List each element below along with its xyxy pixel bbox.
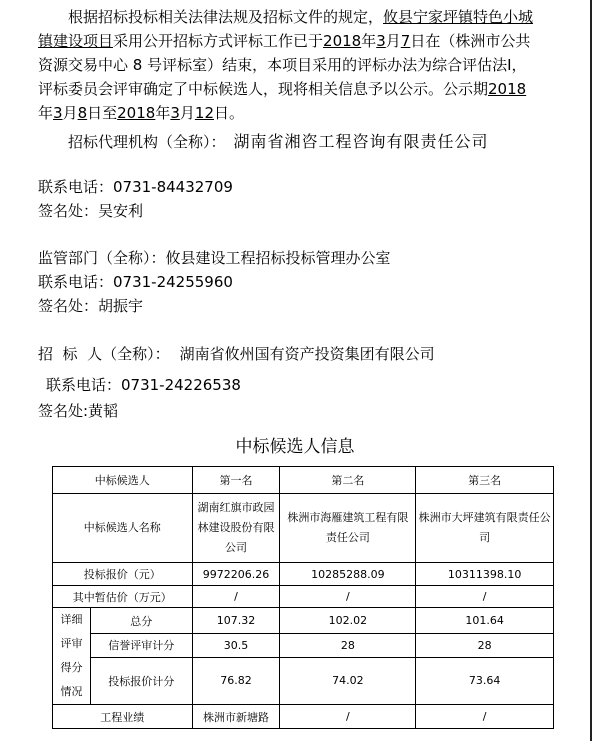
para-text: 月 [385, 32, 401, 50]
para-year: 2018 [117, 104, 156, 122]
header-cell: 第三名 [416, 467, 554, 494]
row-label: 其中暂估价（万元） [53, 586, 193, 608]
tenderer-name: 湖南省攸州国有资产投资集团有限公司 [179, 345, 435, 363]
para-day: 8 [77, 104, 88, 122]
candidate-name: 株洲市海雁建筑工程有限责任公司 [280, 494, 416, 563]
para-text: 日。 [214, 104, 245, 122]
bid-price: 9972206.26 [192, 563, 280, 586]
announcement-paragraph [38, 5, 538, 125]
tenderer-phone: 联系电话：0731-24226538 [46, 376, 241, 394]
bid-score: 76.82 [192, 657, 280, 705]
credit-score: 30.5 [192, 634, 280, 657]
para-text: 月 [179, 104, 195, 122]
bid-price: 10311398.10 [416, 563, 554, 586]
para-month: 3 [376, 32, 386, 50]
table-title: 中标候选人信息 [235, 437, 355, 457]
total-score: 101.64 [416, 608, 554, 634]
bid-score: 73.64 [416, 657, 554, 705]
row-label: 投标报价计分 [90, 657, 192, 705]
page-edge-line [590, 0, 592, 741]
para-month: 3 [170, 104, 180, 122]
tenderer-label: 招 标 人（全称）： [38, 345, 170, 363]
performance-value: / [280, 705, 416, 729]
table-row [53, 563, 554, 586]
para-day: 7 [400, 32, 411, 50]
agency-label: 招标代理机构（全称）： [68, 133, 226, 151]
row-label: 中标候选人名称 [53, 494, 193, 563]
para-text: 年 [155, 104, 171, 122]
estimate-value: / [416, 586, 554, 608]
para-text: 根据招标投标相关法律法规及招标文件的规定， [68, 8, 384, 26]
para-month: 3 [53, 104, 63, 122]
detail-score-label: 详细评审得分情况 [53, 608, 91, 705]
header-cell: 第二名 [280, 467, 416, 494]
candidate-table [52, 466, 554, 729]
supervisor-dept: 监管部门（全称）：攸县建设工程招标投标管理办公室 [38, 249, 391, 267]
performance-value: 株洲市新塘路 [192, 705, 280, 729]
table-row [53, 705, 554, 729]
header-cell: 中标候选人 [53, 467, 193, 494]
para-text: 年 [38, 104, 54, 122]
agency-name: 湖南省湘咨工程咨询有限责任公司 [233, 132, 489, 151]
para-year: 2018 [488, 80, 527, 98]
para-text: 日至 [87, 104, 118, 122]
estimate-value: / [280, 586, 416, 608]
candidate-name: 湖南红旗市政园林建设股份有限公司 [192, 494, 280, 563]
credit-score: 28 [280, 634, 416, 657]
agency-signature: 签名处：吴安利 [38, 202, 144, 220]
agency-line [68, 129, 489, 152]
row-label: 总分 [90, 608, 192, 634]
total-score: 102.02 [280, 608, 416, 634]
table-header-row [53, 467, 554, 494]
row-label: 信誉评审计分 [90, 634, 192, 657]
table-row [53, 608, 554, 634]
header-cell: 第一名 [192, 467, 280, 494]
para-text: 日在（株洲市公共资源交易中心 8 号评标室）结束，本项目采用的评标办法为综合评估法Ⅰ，评标委员会评审确定了中标候选人，现将相关信息予以公示。公示期 [38, 32, 531, 98]
para-text: 采用公开招标方式评标工作已于 [113, 32, 324, 50]
agency-phone: 联系电话：0731-84432709 [38, 178, 233, 196]
para-text: 月 [62, 104, 78, 122]
table-row [53, 634, 554, 657]
table-row [53, 657, 554, 705]
row-label: 工程业绩 [53, 705, 193, 729]
total-score: 107.32 [192, 608, 280, 634]
bid-score: 74.02 [280, 657, 416, 705]
para-text: 年 [361, 32, 377, 50]
project-name: 攸县宁家坪镇特色小城镇建设项目 [38, 8, 534, 50]
para-year: 2018 [323, 32, 362, 50]
candidate-name: 株洲市大坪建筑有限责任公司 [416, 494, 554, 563]
bid-price: 10285288.09 [280, 563, 416, 586]
supervisor-signature: 签名处：胡振宇 [38, 297, 144, 315]
performance-value: / [416, 705, 554, 729]
table-row [53, 586, 554, 608]
tenderer-signature: 签名处:黄韬 [38, 402, 119, 420]
tenderer-line [38, 343, 435, 364]
table-row [53, 494, 554, 563]
para-day: 12 [194, 104, 214, 122]
supervisor-phone: 联系电话：0731-24255960 [38, 273, 233, 291]
estimate-value: / [192, 586, 280, 608]
row-label: 投标报价（元） [53, 563, 193, 586]
credit-score: 28 [416, 634, 554, 657]
